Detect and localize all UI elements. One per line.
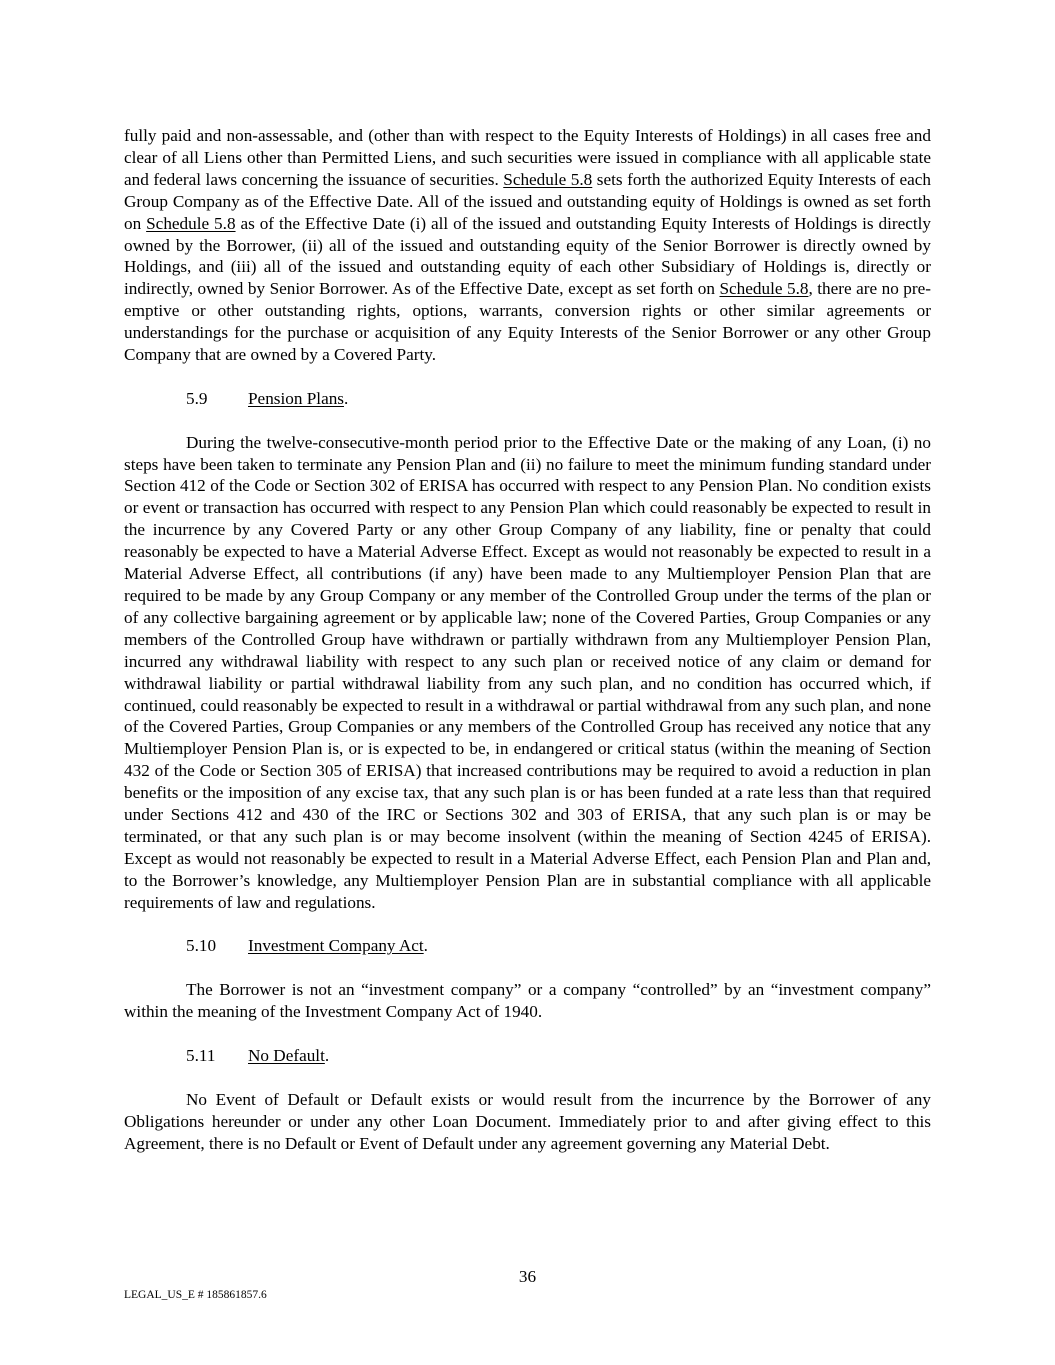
section-title: No Default [248, 1045, 325, 1065]
document-id: LEGAL_US_E # 185861857.6 [124, 1289, 267, 1301]
spacer [124, 366, 931, 388]
paragraph-text: as of the Effective Date (i) all of the issued and outstanding Equity Interests of Holdings is directly owned by the Borrower, (ii) all of the issued and outstanding equity of the Senior Borrower is directly owned by Holdings, and (iii) all of the issued and outstanding equity of each other Subsidiary of Holdings is, directly or indirectly, owned by Senior Borrower. As of the Effective Date, except as set forth on [124, 213, 932, 299]
schedule-5-8-reference: Schedule 5.8 [146, 213, 236, 233]
section-title: Investment Company Act [248, 936, 424, 956]
heading-period: . [343, 388, 349, 408]
section-5-8-continuation-paragraph [124, 125, 931, 366]
spacer [124, 957, 931, 979]
schedule-5-8-reference: Schedule 5.8 [719, 279, 809, 299]
spacer [124, 410, 931, 432]
schedule-5-8-reference: Schedule 5.8 [503, 169, 593, 189]
paragraph-text: fully paid and non-assessable, and (other than with respect to the Equity Interests of Holdings) in all cases free and clear of all Liens other than Permitted Liens, and such securities were issued in compliance with all applicable state and federal laws concerning the issuance of securities. [124, 126, 931, 189]
section-5-11-heading [124, 1045, 931, 1067]
section-title: Pension Plans [248, 388, 344, 408]
section-5-11-body: No Event of Default or Default exists or would result from the incurrence by the Borrower of any Obligations hereunder or under any other Loan Document. Immediately prior to and after giving effect to this Agreement, there is no Default or Event of Default under any agreement governing any Material Debt. [124, 1089, 931, 1153]
paragraph-text: sets forth the authorized Equity Interests of each Group Company as of the Effective Date. All of the issued and outstanding equity of Holdings is owned as set forth on [124, 169, 931, 233]
page-number: 36 [518, 1267, 537, 1286]
section-5-10-body: The Borrower is not an “investment company” or a company “controlled” by an “investment company” within the meaning of the Investment Company Act of 1940. [124, 980, 931, 1022]
spacer [124, 1023, 931, 1045]
heading-period: . [423, 936, 428, 956]
spacer [124, 914, 931, 936]
section-number: 5.11 [186, 1045, 216, 1065]
heading-period: . [324, 1045, 330, 1065]
section-5-9-heading [124, 388, 931, 410]
section-5-10-heading [124, 935, 931, 957]
section-number: 5.10 [186, 936, 217, 956]
spacer [124, 1067, 931, 1089]
page-content [124, 125, 931, 1155]
section-number: 5.9 [186, 388, 208, 408]
section-5-9-body: During the twelve-consecutive-month period prior to the Effective Date or the making of any Loan, (i) no steps have been taken to terminate any Pension Plan and (ii) no failure to meet the minimum funding standard under Section 412 of the Code or Section 302 of ERISA has occurred with respect to any Pension Plan. No condition exists or event or transaction has occurred with respect to any Pension Plan which could reasonably be expected to result in the incurrence by any Covered Party or any other Group Company of any liability, fine or penalty that could reasonably be expected to have a Material Adverse Effect. Except as would not reasonably be expected to result in a Material Adverse Effect, all contributions (if any) have been made to any Multiemployer Pension Plan that are required to be made by any Group Company or any member of the Controlled Group under the terms of the plan or of any collective bargaining agreement or by applicable law; none of the Covered Parties, Group Companies or any members of the Controlled Group have withdrawn or partially withdrawn from any Multiemployer Pension Plan, incurred any withdrawal liability with respect to any such plan or received notice of any claim or demand for withdrawal liability or partial withdrawal liability from any such plan, and no condition has occurred which, if continued, could reasonably be expected to result in a withdrawal or partial withdrawal from any such plan, and none of the Covered Parties, Group Companies or any members of the Controlled Group has received any notice that any Multiemployer Pension Plan is, or is expected to be, in endangered or critical status (within the meaning of Section 432 of the Code or Section 305 of ERISA) that increased contributions may be required to avoid a reduction in plan benefits or the imposition of any excise tax, that any such plan is or has been funded at a rate less than that required under Sections 412 and 430 of the IRC or Sections 302 and 303 of ERISA, that any such plan is or may be terminated, or that any such plan is or may become insolvent (within the meaning of Section 4245 of ERISA). Except as would not reasonably be expected to result in a Material Adverse Effect, each Pension Plan and Plan and, to the Borrower’s knowledge, any Multiemployer Pension Plan are in substantial compliance with all applicable requirements of law and regulations. [124, 432, 931, 912]
paragraph-text: , there are no pre-emptive or other outstanding rights, options, warrants, conversion rights or other similar agreements or understandings for the purchase or acquisition of any Equity Interests of the Senior Borrower or any other Group Company that are owned by a Covered Party. [124, 279, 931, 365]
